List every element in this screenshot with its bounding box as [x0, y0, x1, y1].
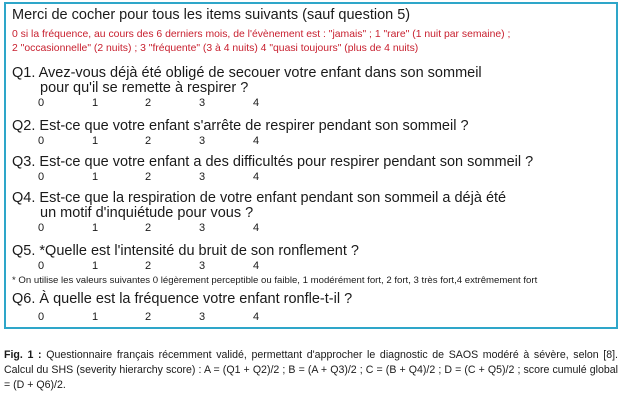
scale-option[interactable]: 3 — [199, 311, 206, 323]
q5-scale-note: * On utilise les valeurs suivantes 0 légèrement perceptible ou faible, 1 modérément fort, 2 fort, 3 très fort,4 extrêmement fort — [12, 275, 538, 286]
scale-option[interactable]: 3 — [199, 260, 206, 272]
scale-option[interactable]: 2 — [145, 97, 152, 109]
scale-q1 — [0, 97, 300, 111]
frequency-legend-line-2: 2 "occasionnelle" (2 nuits) ; 3 "fréquente" (3 à 4 nuits) 4 "quasi toujours" (plus de 4 nuits) — [12, 43, 419, 54]
scale-option[interactable]: 4 — [253, 260, 260, 272]
question-q3 — [12, 155, 533, 170]
question-q2 — [12, 119, 469, 134]
scale-q5 — [0, 260, 300, 274]
figure-caption — [4, 348, 618, 393]
figure-caption-label: Fig. 1 : — [4, 349, 42, 361]
scale-option[interactable]: 1 — [92, 260, 99, 272]
question-q4 — [12, 191, 506, 221]
scale-option[interactable]: 4 — [253, 311, 260, 323]
scale-q3 — [0, 171, 300, 185]
scale-option[interactable]: 1 — [92, 97, 99, 109]
scale-option[interactable]: 0 — [38, 311, 45, 323]
scale-option[interactable]: 3 — [199, 222, 206, 234]
scale-q2 — [0, 135, 300, 149]
scale-option[interactable]: 3 — [199, 171, 206, 183]
scale-q4 — [0, 222, 300, 236]
scale-option[interactable]: 3 — [199, 135, 206, 147]
question-q1-text-cont: pour qu'il se remette à respirer ? — [40, 80, 249, 96]
question-q5 — [12, 244, 359, 259]
question-q1-text: Q1. Avez-vous déjà été obligé de secouer votre enfant dans son sommeil — [12, 65, 482, 81]
scale-option[interactable]: 2 — [145, 135, 152, 147]
question-q1 — [12, 66, 482, 96]
question-q5-text: Q5. *Quelle est l'intensité du bruit de son ronflement ? — [12, 243, 359, 259]
frequency-legend-line-1: 0 si la fréquence, au cours des 6 derniers mois, de l'évènement est : "jamais" ; 1 "rare" (1 nuit par semaine) ; — [12, 29, 511, 40]
scale-option[interactable]: 1 — [92, 222, 99, 234]
question-q6 — [12, 292, 352, 307]
scale-option[interactable]: 1 — [92, 135, 99, 147]
scale-q6 — [0, 311, 300, 325]
questionnaire-heading: Merci de cocher pour tous les items suivants (sauf question 5) — [12, 7, 411, 23]
scale-option[interactable]: 1 — [92, 311, 99, 323]
scale-option[interactable]: 0 — [38, 260, 45, 272]
scale-option[interactable]: 0 — [38, 222, 45, 234]
scale-option[interactable]: 4 — [253, 222, 260, 234]
scale-option[interactable]: 2 — [145, 171, 152, 183]
scale-option[interactable]: 4 — [253, 171, 260, 183]
scale-option[interactable]: 0 — [38, 135, 45, 147]
scale-option[interactable]: 0 — [38, 97, 45, 109]
figure-caption-text: Questionnaire français récemment validé, permettant d'approcher le diagnostic de SAOS modéré à sévère, selon [8]. Calcul du SHS (severity hierarchy score) : A = (Q1 + Q2)/2 ; B = (A + Q3)/2 ; C = (B + Q4)/2 ; D = (C + Q5)/2 ; score cumulé global = (D + Q6)/2. — [4, 349, 619, 391]
question-q6-text: Q6. À quelle est la fréquence votre enfant ronfle-t-il ? — [12, 291, 353, 307]
scale-option[interactable]: 0 — [38, 171, 45, 183]
scale-option[interactable]: 2 — [145, 311, 152, 323]
question-q2-text: Q2. Est-ce que votre enfant s'arrête de respirer pendant son sommeil ? — [12, 118, 469, 134]
scale-option[interactable]: 4 — [253, 135, 260, 147]
question-q4-text-cont: un motif d'inquiétude pour vous ? — [40, 205, 254, 221]
question-q3-text: Q3. Est-ce que votre enfant a des difficultés pour respirer pendant son sommeil ? — [12, 154, 534, 170]
scale-option[interactable]: 2 — [145, 222, 152, 234]
scale-option[interactable]: 3 — [199, 97, 206, 109]
scale-option[interactable]: 2 — [145, 260, 152, 272]
scale-option[interactable]: 4 — [253, 97, 260, 109]
question-q4-text: Q4. Est-ce que la respiration de votre enfant pendant son sommeil a déjà été — [12, 190, 507, 206]
scale-option[interactable]: 1 — [92, 171, 99, 183]
